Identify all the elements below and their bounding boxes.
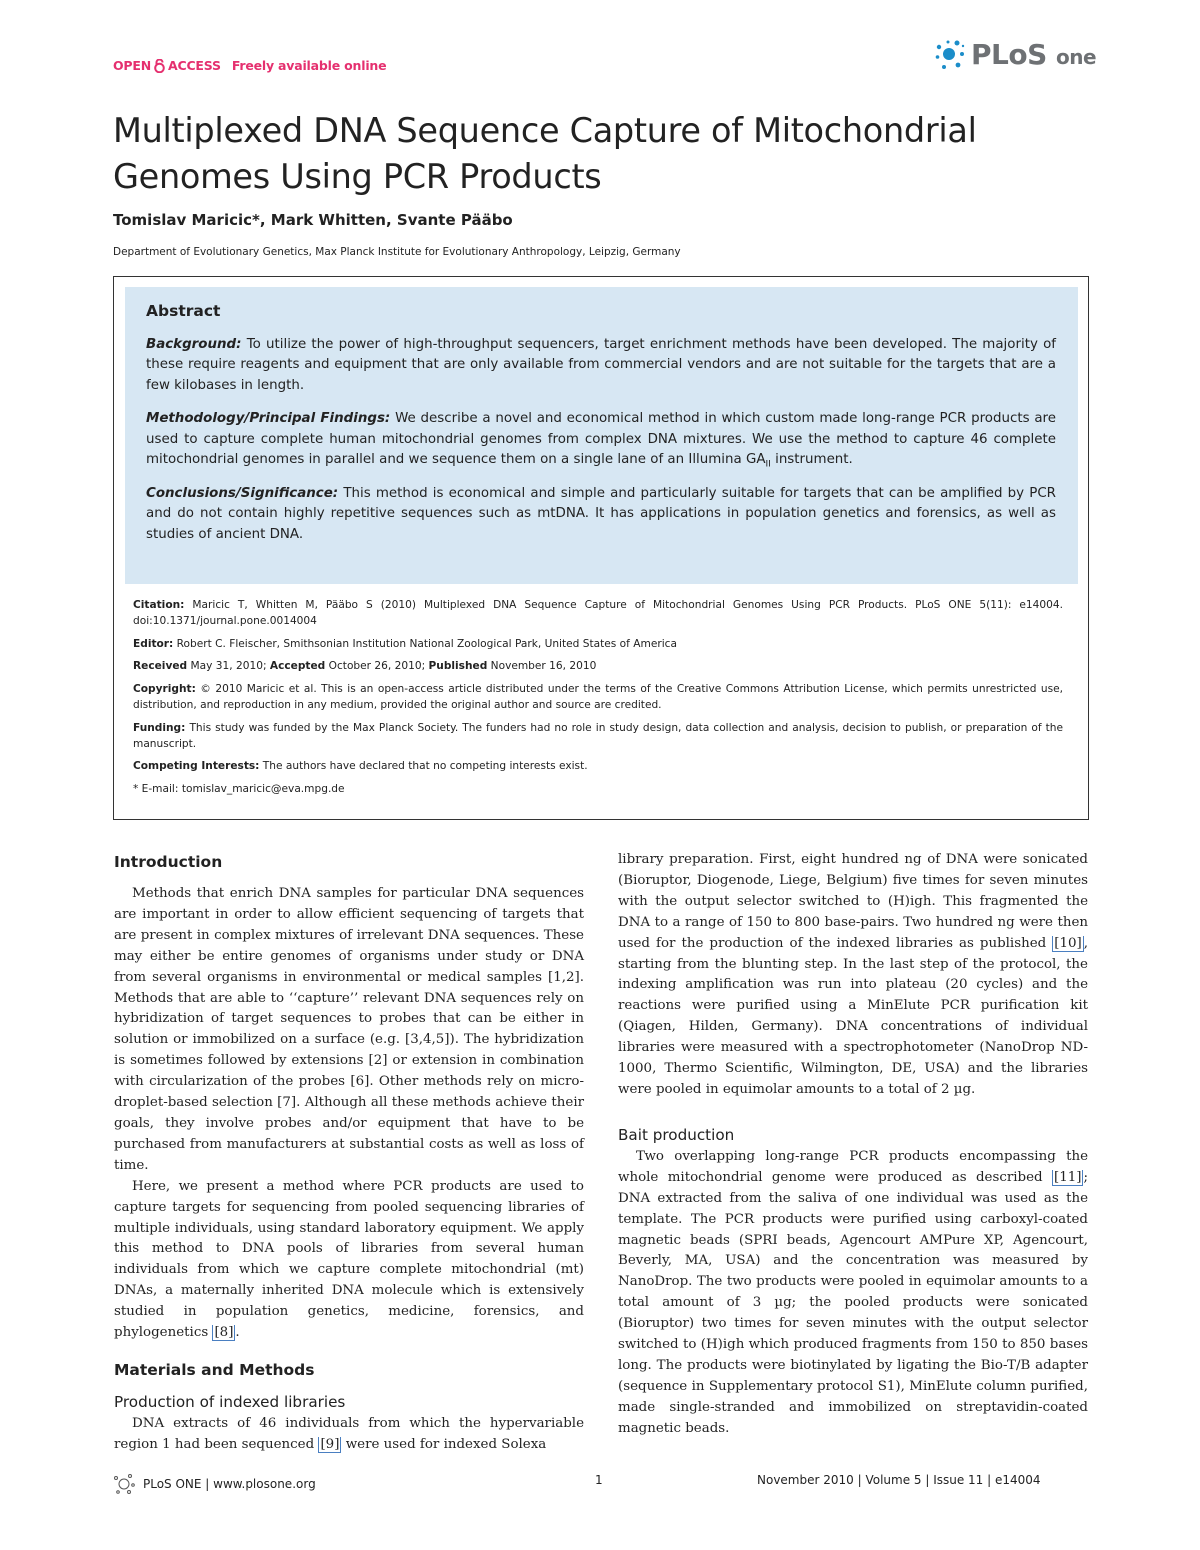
production-paragraph-cont: library preparation. First, eight hundred ng of DNA were sonicated (Bioruptor, Diogenode, Liege, Belgium) five times for seven minutes with the output selector switched to (H)igh. This fragmented the DNA to a range of 150 to 800 base-pairs. Two hundred ng were then used for the production of the indexed libraries as published [10] , starting from the blunting step. In the last step of the protocol, the indexing amplification was run into plateau (20 cycles) and the reactions were purified using a MinElute PCR purification kit (Qiagen, Hilden, Germany). DNA concentrations of individual libraries were measured with a spectrophotometer (NanoDrop ND-1000, Thermo Scientific, Wilmington, DE, USA) and the libraries were pooled in equimolar amounts to a total of 2 µg. [618,852,1088,1097]
freely-available-label: Freely available online [231,58,387,73]
footer-journal: PLoS ONE | www.plosone.org [113,1473,316,1495]
page-number: 1 [595,1473,603,1487]
reference-link-9[interactable]: [9] [320,1436,340,1452]
plos-burst-icon [935,39,965,71]
abstract-box [125,287,1078,584]
reference-link-8[interactable]: [8] [214,1325,234,1341]
footer-issue: November 2010 | Volume 5 | Issue 11 | e14004 [757,1473,1041,1487]
abstract-heading: Abstract [146,302,221,320]
plos-wordmark: PLoS one [971,38,1097,71]
materials-methods-heading: Materials and Methods [114,1360,315,1379]
copyright: Copyright: © 2010 Maricic et al. This is an open-access article distributed under the terms of the Creative Commons Attribution License, which permits unrestricted use, distribution, and reproduction in any medium, provided the original author and source are credited. [133,683,1063,711]
reference-link-11[interactable]: [11] [1053,1169,1082,1185]
plos-footer-icon [113,1473,135,1495]
access-label: ACCESS [168,58,221,73]
editor: Editor: Robert C. Fleischer, Smithsonian Institution National Zoological Park, United States of America [133,637,677,650]
article-metadata [133,598,1063,805]
bait-production-heading: Bait production [618,1125,735,1144]
left-column [114,850,584,1456]
affiliation: Department of Evolutionary Genetics, Max Planck Institute for Evolutionary Anthropology, Leipzig, Germany [113,246,681,258]
right-column [618,850,1088,1440]
production-paragraph: DNA extracts of 46 individuals from which the hypervariable region 1 had been sequenced [9] were used for indexed Solexa [114,1415,584,1452]
author-list: Tomislav Maricic*, Mark Whitten, Svante Pääbo [113,211,513,229]
abstract-methodology: Methodology/Principal Findings: We describe a novel and economical method in which custom made long-range PCR products are used to capture complete human mitochondrial genomes from complex DNA mixtures. We use the method to capture 46 complete mitochondrial genomes in parallel and we sequence them on a single lane of an Illumina $GA_{II}$ instrument. [146,411,1056,470]
bait-paragraph: Two overlapping long-range PCR products encompassing the whole mitochondrial genome were produced as described [11] ; DNA extracted from the saliva of one individual was used as the template. The PCR products were purified using carboxyl-coated magnetic beads (SPRI beads, Agencourt AMPure XP, Agencourt, Beverly, MA, USA) and the concentration was measured by NanoDrop. The two products were pooled in equimolar amounts to a total amount of 3 µg; the pooled products were sonicated (Bioruptor) two times for seven minutes with the output selector switched to (H)igh which produced fragments from 150 to 850 bases long. The products were biotinylated by ligating the Bio-T/B adapter (sequence in Supplementary protocol S1), MinElute column purified, made single-stranded and immobilized on streptavidin-coated magnetic beads. [618,1148,1088,1436]
open-label: OPEN [113,58,151,73]
intro-paragraph-2: Here, we present a method where PCR products are used to capture targets for sequencing from pooled sequencing libraries of multiple individuals, using standard laboratory equipment. We apply this method to DNA pools of libraries from several human individuals from which we capture complete mitochondrial (mt) DNAs, a maternally inherited DNA molecule which is extensively studied in population genetics, medicine, forensics, and phylogenetics [8] . [114,1178,584,1341]
article-title: Multiplexed DNA Sequence Capture of Mitochondrial Genomes Using PCR Products [113,111,977,196]
abstract-conclusions: Conclusions/Significance: This method is economical and simple and particularly suitable for targets that can be amplified by PCR and do not contain highly repetitive sequences such as mtDNA. It has applications in population genetics and forensics, as well as studies of ancient DNA. [146,485,1056,542]
funding: Funding: This study was funded by the Max Planck Society. The funders had no role in study design, data collection and analysis, decision to publish, or preparation of the manuscript. [133,721,1063,750]
intro-paragraph-1: Methods that enrich DNA samples for particular DNA sequences are important in order to allow efficient sequencing of targets that are present in complex mixtures of irrelevant DNA sequences. These may either be entire genomes of organisms under study or DNA from several organisms in environmental or medical samples [1,2]. Methods that are able to ‘‘capture’’ relevant DNA sequences rely on hybridization of target sequences to probes that can be either in solution or immobilized on a surface (e.g. [3,4,5]). The hybridization is sometimes followed by extensions [2] or extension in combination with circularization of the probes [6]. Other methods rely on micro-droplet-based selection [7]. Although all these methods achieve their goals, they involve probes and/or equipment that have to be purchased from manufacturers at substantial costs as well as loss of time. [114,886,584,1173]
competing-interests: Competing Interests: The authors have declared that no competing interests exist. [133,760,588,773]
production-heading: Production of indexed libraries [114,1392,346,1411]
contact-email[interactable]: * E-mail: tomislav_maricic@eva.mpg.de [133,783,345,796]
open-lock-icon [154,59,165,73]
reference-link-10[interactable]: [10] [1054,935,1082,951]
abstract-background: Background: To utilize the power of high-throughput sequencers, target enrichment methods have been developed. The majority of these require reagents and equipment that are only available from commercial vendors and are not suitable for the targets that are a few kilobases in length. [146,336,1056,393]
open-access-banner [113,58,386,73]
introduction-heading: Introduction [114,853,223,871]
citation: Citation: Maricic T, Whitten M, Pääbo S (2010) Multiplexed DNA Sequence Capture of Mitochondrial Genomes Using PCR Products. PLoS ONE 5(11): e14004. doi:10.1371/journal.pone.0014004 [133,599,1064,627]
plos-one-logo [935,38,1096,71]
dates: Received May 31, 2010; Accepted October 26, 2010; Published November 16, 2010 [133,660,597,673]
